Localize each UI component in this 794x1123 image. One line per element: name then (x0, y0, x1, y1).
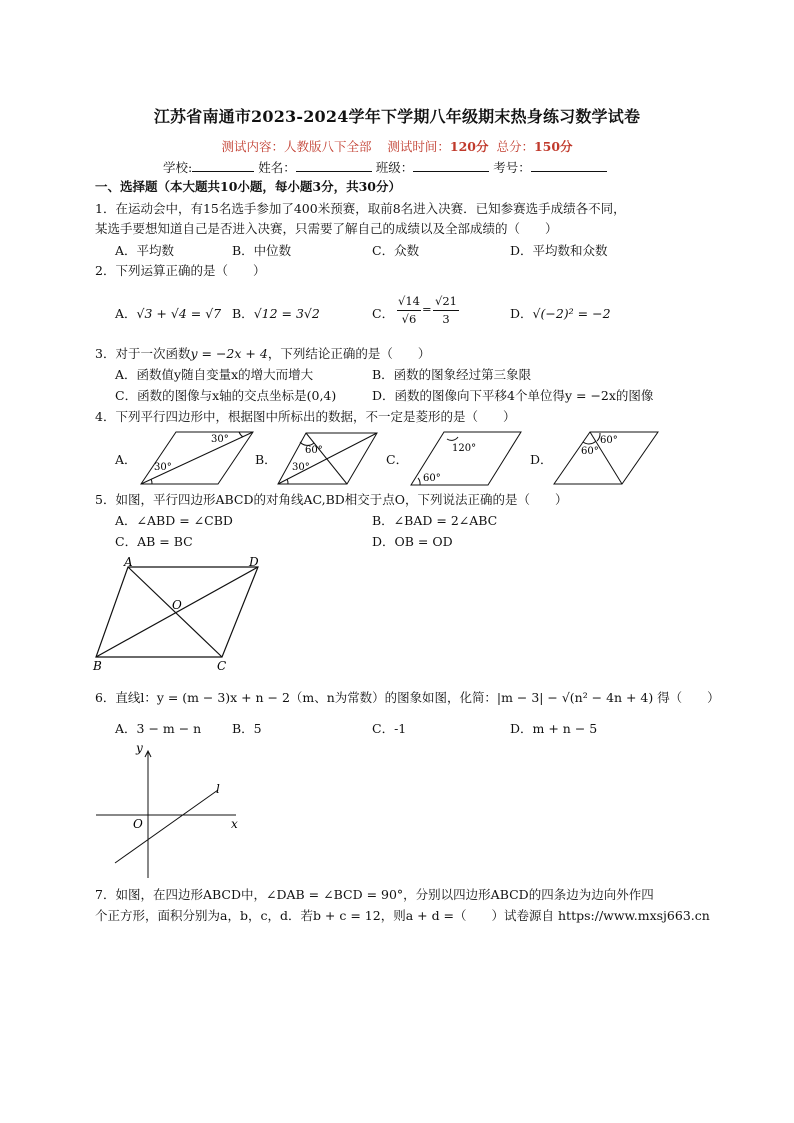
q2-c-num1: √14 (398, 294, 420, 308)
q4-a-angle-2: 30° (154, 462, 172, 473)
exam-page: 江苏省南通市2023-2024学年下学期八年级期末热身练习数学试卷 测试内容：人教版八下全部 测试时间：120分 总分：150分 学校: 姓名： 班级： 考号： 一、选择题（本大题共10小题，每小题3分，共30分） 1．在运动会中，有15名选手参加了400米预赛，取前8名进入决赛．已知参赛选手成绩各不同， 某选手要想知道自己是否进入决赛，只需要了解自己的成绩以及全部成绩的（ ） A．平均数 B．中位数 C．众数 D．平均数和众数 2．下列运算正确的是（ ） A．√3 + √4 = √7 B．√12 = 3√2 C． √14 √6 = √21 3 D．√(−2)² = −2 3．对于一次函数y = −2x + 4，下列结论正确的是（ ） A．函数值y随自变量x的增大而增大 B．函数的图象经过第三象限 C．函数的图像与x轴的交点坐标是(0,4) D．函数的图像向下平移4个单位得y = −2x的图像 4．下列平行四边形中，根据图中所标出的数据，不一定是菱形的是（ ） A． B． C． D． 30° 30° 60° 30° 120° 60° 60° 60° A D O B C y l O x 5．如图，平行四边形ABCD的对角线AC,BD相交于点O，下列说法正确的是（ ） A．∠ABD = ∠CBD B．∠BAD = 2∠ABC C．AB = BC D．OB = OD 6．直线l：y = (m − 3)x + n − 2（m、n为常数）的图象如图，化简：|m − 3| − √(n² − 4n + 4) 得（ ） A．3 − m − n B．5 C．-1 D．m + n − 5 7．如图，在四边形ABCD中，∠DAB = ∠BCD = 90°，分别以四边形ABCD的四条边为边向外作四 个正方形，面积分别为a，b，c，d．若b + c = 12，则a + d =（ ）试卷源自 https://www.mxsj663.cn (0, 0, 794, 1123)
q2-option-a-formula: √3 + √4 = √7 (136, 306, 222, 321)
q3-option-c[interactable]: C．函数的图像与x轴的交点坐标是(0,4) (115, 388, 337, 403)
score-value: 150分 (533, 139, 573, 154)
q6-option-a[interactable]: A．3 − m − n (115, 721, 202, 736)
q4-c-angle-1: 120° (452, 443, 477, 454)
q3-option-d[interactable]: D．函数的图像向下平移4个单位得y = −2x的图像 (372, 388, 654, 403)
q2-option-c-letter: C． (372, 306, 395, 321)
q4-figure-a (141, 432, 253, 484)
q4-option-d[interactable]: D． (530, 452, 553, 467)
q2-option-b-letter: B． (232, 306, 254, 321)
q3-option-b[interactable]: B．函数的图象经过第三象限 (372, 367, 532, 382)
name-label: 姓名： (258, 160, 296, 175)
time-value: 120分 (449, 139, 489, 154)
score-label: 总分： (496, 139, 534, 154)
q2-c-num2: √21 (435, 294, 457, 308)
q3-stem-post: ，下列结论正确的是（ ） (267, 346, 431, 361)
q2-c-den2: 3 (442, 312, 450, 326)
q6-label-l: l (216, 782, 220, 796)
q4-option-b[interactable]: B． (255, 452, 277, 467)
q7-line1: 7．如图，在四边形ABCD中，∠DAB = ∠BCD = 90°，分别以四边形ABCD的四条边为边向外作四 (95, 887, 654, 902)
q1-line2: 某选手要想知道自己是否进入决赛，只需要了解自己的成绩以及全部成绩的（ ） (95, 221, 558, 236)
q5-option-d[interactable]: D．OB = OD (372, 534, 453, 549)
q2-option-b-formula: √12 = 3√2 (253, 306, 320, 321)
q4-d-angle-2: 60° (581, 446, 599, 457)
q1-option-a[interactable]: A．平均数 (115, 243, 175, 258)
q5-stem: 5．如图，平行四边形ABCD的对角线AC,BD相交于点O，下列说法正确的是（ ） (95, 492, 568, 507)
q2-c-den1: √6 (401, 312, 417, 326)
q4-a-angle-1: 30° (211, 434, 229, 445)
q2-option-a-letter: A． (115, 306, 137, 321)
q2-stem: 2．下列运算正确的是（ ） (95, 263, 266, 278)
q2-option-d-letter: D． (510, 306, 533, 321)
q5-label-d: D (249, 555, 259, 569)
q3-stem-pre: 3．对于一次函数 (95, 346, 191, 361)
school-label: 学校: (163, 160, 193, 175)
q1-option-d[interactable]: D．平均数和众数 (510, 243, 608, 258)
q5-figure (96, 567, 258, 657)
q5-label-a: A (124, 555, 133, 569)
q4-option-c[interactable]: C． (386, 452, 409, 467)
q3-option-a[interactable]: A．函数值y随自变量x的增大而增大 (115, 367, 314, 382)
q5-label-c: C (217, 659, 227, 673)
q1-line1: 1．在运动会中，有15名选手参加了400米预赛，取前8名进入决赛．已知参赛选手成绩各不同， (95, 201, 626, 216)
q1-option-b[interactable]: B．中位数 (232, 243, 292, 258)
q6-label-x: x (231, 817, 238, 831)
q2-option-d-formula: √(−2)² = −2 (532, 306, 611, 321)
id-label: 考号： (493, 160, 531, 175)
scope-label: 测试内容：人教版八下全部 (221, 139, 372, 154)
q4-b-angle-1: 60° (305, 445, 323, 456)
q5-option-c[interactable]: C．AB = BC (115, 534, 193, 549)
q1-option-c[interactable]: C．众数 (372, 243, 420, 258)
q4-b-angle-2: 30° (292, 462, 310, 473)
time-label: 测试时间： (387, 139, 450, 154)
section1-heading: 一、选择题（本大题共10小题，每小题3分，共30分） (95, 179, 401, 194)
q4-c-angle-2: 60° (423, 473, 441, 484)
q4-d-angle-1: 60° (600, 435, 618, 446)
q5-option-b[interactable]: B．∠BAD = 2∠ABC (372, 513, 498, 528)
q6-option-c[interactable]: C．-1 (372, 721, 407, 736)
q6-label-o: O (133, 817, 143, 831)
q7-line2: 个正方形，面积分别为a，b，c，d．若b + c = 12，则a + d =（ ）试卷源自 https://www.mxsj663.cn (95, 908, 710, 923)
q6-stem: 6．直线l：y = (m − 3)x + n − 2（m、n为常数）的图象如图，化简：|m − 3| − √(n² − 4n + 4) 得（ ） (95, 690, 720, 705)
q6-option-b[interactable]: B．5 (232, 721, 262, 736)
q5-option-a[interactable]: A．∠ABD = ∠CBD (115, 513, 233, 528)
q3-stem-fn: y = −2x + 4 (190, 346, 268, 361)
q4-figure-b (278, 433, 377, 484)
q5-label-o: O (172, 598, 182, 612)
q6-label-y: y (136, 741, 143, 755)
q4-option-a[interactable]: A． (115, 452, 137, 467)
exam-title: 江苏省南通市2023-2024学年下学期八年级期末热身练习数学试卷 (153, 107, 641, 126)
q5-label-b: B (93, 659, 102, 673)
q6-figure (96, 751, 236, 878)
class-label: 班级： (375, 160, 414, 175)
q4-stem: 4．下列平行四边形中，根据图中所标出的数据，不一定是菱形的是（ ） (95, 409, 516, 424)
q6-option-d[interactable]: D．m + n − 5 (510, 721, 598, 736)
